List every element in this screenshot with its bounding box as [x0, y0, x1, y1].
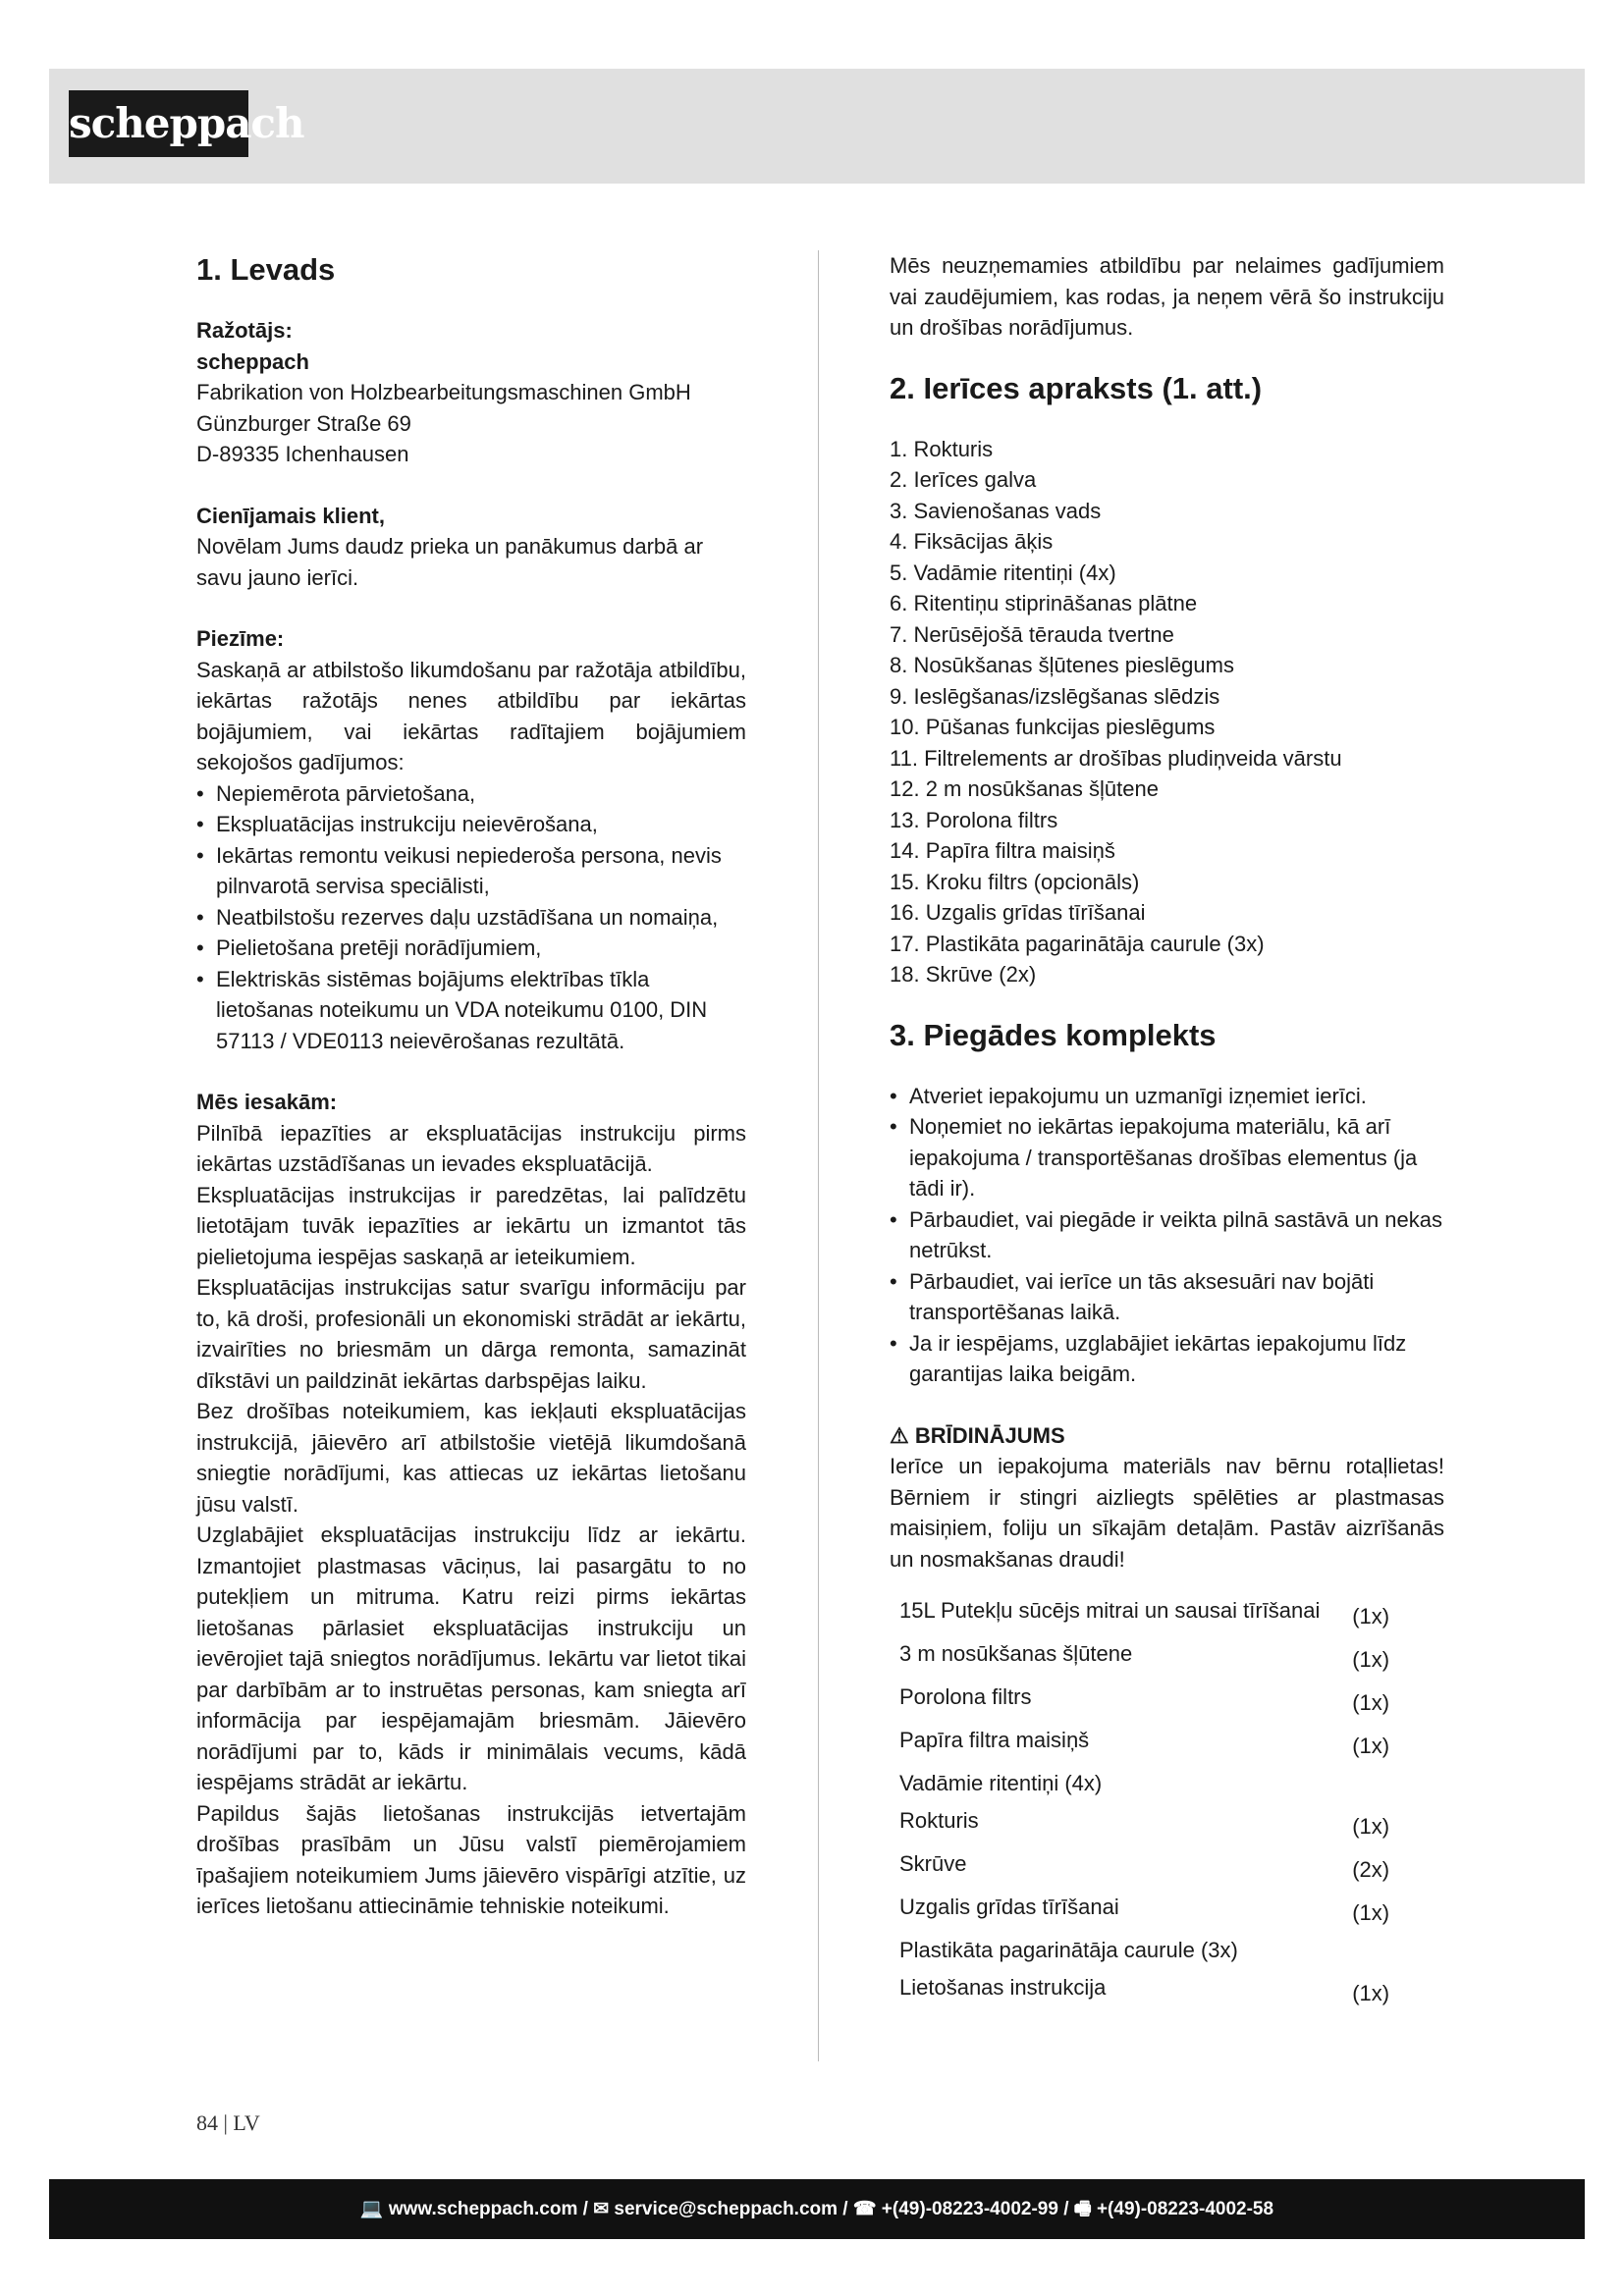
package-item: Papīra filtra maisiņš — [899, 1728, 1090, 1752]
delivery-list — [890, 1081, 1444, 1390]
table-row — [890, 1722, 1444, 1765]
package-qty: (1x) — [1352, 1814, 1390, 1839]
package-item: Plastikāta pagarinātāja caurule (3x) — [899, 1938, 1238, 1962]
left-column — [196, 250, 746, 1922]
part-item: 8. Nosūkšanas šļūtenes pieslēgums — [890, 653, 1234, 677]
manufacturer-line: Fabrikation von Holzbearbeitungsmaschinen GmbH — [196, 380, 691, 404]
note-item: • Pielietošana pretēji norādījumiem, — [196, 933, 746, 964]
part-item: 7. Nerūsējošā tērauda tvertne — [890, 621, 1174, 647]
delivery-item: • Ja ir iespējams, uzglabājiet iekārtas iepakojumu līdz garantijas laika beigām. — [890, 1328, 1444, 1390]
package-qty: (2x) — [1352, 1857, 1390, 1882]
section-3-title: 3. Piegādes komplekts — [890, 1017, 1217, 1052]
package-qty — [1342, 1932, 1444, 1969]
section-2-title: 2. Ierīces apraksts (1. att.) — [890, 370, 1263, 405]
package-qty: (1x) — [1352, 1981, 1390, 2005]
table-row — [890, 1592, 1444, 1635]
package-item: Vadāmie ritentiņi (4x) — [899, 1771, 1103, 1795]
recommend-paragraph: Bez drošības noteikumiem, kas iekļauti ekspluatācijas instrukcijā, jāievēro arī atbilstošie vietējā likumdošanā sniegtie norādījumi, kas attiecas uz iekārtas lietošanu jūsu valstī. — [196, 1399, 746, 1517]
recommend-paragraph: Pilnībā iepazīties ar ekspluatācijas instrukciju pirms iekārtas uzstādīšanas un ievades ekspluatācijā. — [196, 1120, 746, 1176]
part-item: 3. Savienošanas vads — [890, 498, 1102, 523]
column-divider — [818, 250, 819, 2061]
table-row — [890, 1969, 1444, 2012]
note-item: • Elektriskās sistēmas bojājums elektrības tīkla lietošanas noteikumu un VDA noteikumu 0100, DIN 57113 / VDE0113 neievērošanas rezultātā. — [196, 964, 746, 1057]
table-row — [890, 1845, 1444, 1889]
scheppach-logo: scheppach — [69, 90, 248, 157]
part-item: 2. Ierīces galva — [890, 467, 1037, 492]
table-row — [890, 1802, 1444, 1845]
package-qty: (1x) — [1352, 1734, 1390, 1758]
package-item: 3 m nosūkšanas šļūtene — [899, 1641, 1133, 1666]
table-row — [890, 1889, 1444, 1932]
section-1-title: 1. Levads — [196, 252, 336, 287]
package-item: Uzgalis grīdas tīrīšanai — [899, 1895, 1119, 1919]
part-item: 11. Filtrelements ar drošības pludiņveida vārstu — [890, 745, 1342, 771]
part-item: 12. 2 m nosūkšanas šļūtene — [890, 776, 1159, 801]
recommend-label: Mēs iesakām: — [196, 1090, 338, 1114]
table-row — [890, 1765, 1444, 1802]
delivery-item: • Noņemiet no iekārtas iepakojuma materiālu, kā arī iepakojuma / transportēšanas drošības elementus (ja tādi ir). — [890, 1111, 1444, 1204]
delivery-item: • Atveriet iepakojumu un uzmanīgi izņemiet ierīci. — [890, 1081, 1444, 1112]
delivery-item: • Pārbaudiet, vai ierīce un tās aksesuāri nav bojāti transportēšanas laikā. — [890, 1266, 1444, 1328]
note-item: • Neatbilstošu rezerves daļu uzstādīšana un nomaiņa, — [196, 902, 746, 934]
note-list — [196, 778, 746, 1057]
recommend-paragraph: Ekspluatācijas instrukcijas ir paredzētas, lai palīdzētu lietotājam tuvāk iepazīties ar iekārtu un izmantot tās pielietojuma iespējas saskaņā ar ieteikumiem. — [196, 1182, 746, 1269]
package-qty: (1x) — [1352, 1647, 1390, 1672]
table-row — [890, 1635, 1444, 1679]
dear-customer-text: Novēlam Jums daudz prieka un panākumus darbā ar savu jauno ierīci. — [196, 534, 704, 590]
package-item: Rokturis — [899, 1808, 979, 1833]
note-item: • Iekārtas remontu veikusi nepiederoša persona, nevis pilnvarotā servisa speciālisti, — [196, 840, 746, 902]
warning-text: Ierīce un iepakojuma materiāls nav bērnu rotaļlietas! Bērniem ir stingri aizliegts spēlēties ar plastmasas maisiņiem, foliju un sīkajām detaļām. Pastāv aizrīšanās un nosmakšanas draudi! — [890, 1454, 1444, 1572]
recommend-paragraph: Papildus šajās lietošanas instrukcijās ietvertajām drošības prasībām un Jūsu valstī piemērojamiem īpašajiem noteikumiem Jums jāievēro vispārīgi atzītie, uz ierīces lietošanu attiecināmie tehniskie noteikumi. — [196, 1800, 746, 1918]
package-qty: (1x) — [1352, 1900, 1390, 1925]
package-table — [890, 1592, 1444, 2012]
part-item: 18. Skrūve (2x) — [890, 962, 1037, 987]
package-qty — [1342, 1765, 1444, 1802]
part-item: 5. Vadāmie ritentiņi (4x) — [890, 560, 1116, 585]
note-item: • Nepiemērota pārvietošana, — [196, 778, 746, 810]
package-item: 15L Putekļu sūcējs mitrai un sausai tīrīšanai — [899, 1598, 1321, 1623]
contact-footer: 💻 www.scheppach.com / ✉ service@scheppach.com / ☎ +(49)-08223-4002-99 / 🖷 +(49)-08223-4002-58 — [49, 2179, 1585, 2239]
delivery-item: • Pārbaudiet, vai piegāde ir veikta pilnā sastāvā un nekas netrūkst. — [890, 1204, 1444, 1266]
page-header — [49, 69, 1585, 184]
package-qty: (1x) — [1352, 1690, 1390, 1715]
part-item: 13. Porolona filtrs — [890, 807, 1058, 832]
part-item: 10. Pūšanas funkcijas pieslēgums — [890, 715, 1216, 739]
package-item: Skrūve — [899, 1851, 967, 1876]
recommend-paragraph: Ekspluatācijas instrukcijas satur svarīgu informāciju par to, kā droši, profesionāli un ekonomiski strādāt ar iekārtu, izvairīties no briesmām un dārga remonta, samazināt dīkstāvi un paildzināt iekārtas darbspējas laiku. — [196, 1275, 746, 1393]
manufacturer-name: scheppach — [196, 348, 309, 374]
note-text: Saskaņā ar atbilstošo likumdošanu par ražotāja atbildību, iekārtas ražotājs nenes atbildību par iekārtas bojājumiem, vai iekārtas radītajiem bojājumiem sekojošos gadījumos: — [196, 657, 746, 774]
part-item: 16. Uzgalis grīdas tīrīšanai — [890, 900, 1146, 925]
part-item: 6. Ritentiņu stiprināšanas plātne — [890, 591, 1198, 615]
note-label: Piezīme: — [196, 626, 285, 651]
right-column — [890, 250, 1444, 2012]
part-item: 15. Kroku filtrs (opcionāls) — [890, 869, 1140, 894]
liability-text: Mēs neuzņemamies atbildību par nelaimes gadījumiem vai zaudējumiem, kas rodas, ja neņem vērā šo instrukciju un drošības norādījumus. — [890, 253, 1444, 340]
part-item: 17. Plastikāta pagarinātāja caurule (3x) — [890, 931, 1265, 956]
recommend-paragraph: Uzglabājiet ekspluatācijas instrukciju līdz ar iekārtu. Izmantojiet plastmasas vāciņus, lai pasargātu to no putekļiem un mitruma. Katru reizi pirms iekārtas lietošanas pārlasiet ekspluatācijas instrukciju un ievērojiet tajā sniegtos norādījumus. Iekārtu var lietot tikai par darbībām ar to instruētas personas, kam sniegta arī informācija par iespējamajām briesmām. Jāievēro norādījumi par to, kāds ir minimālais vecums, kādā iespējams strādāt ar iekārtu. — [196, 1522, 746, 1794]
warning-label: ⚠ BRĪDINĀJUMS — [890, 1422, 1065, 1448]
part-item: 9. Ieslēgšanas/izslēgšanas slēdzis — [890, 683, 1220, 709]
manufacturer-label: Ražotājs: — [196, 318, 293, 343]
manufacturer-line: D-89335 Ichenhausen — [196, 442, 409, 466]
manufacturer-line: Günzburger Straße 69 — [196, 410, 411, 436]
package-item: Porolona filtrs — [899, 1684, 1032, 1709]
package-item: Lietošanas instrukcija — [899, 1975, 1107, 2000]
dear-customer-label: Cienījamais klient, — [196, 503, 385, 528]
part-item: 1. Rokturis — [890, 436, 994, 461]
note-item: • Ekspluatācijas instrukciju neievērošana, — [196, 809, 746, 840]
table-row — [890, 1679, 1444, 1722]
parts-list — [890, 434, 1444, 990]
table-row — [890, 1932, 1444, 1969]
part-item: 4. Fiksācijas āķis — [890, 529, 1054, 554]
package-qty: (1x) — [1352, 1604, 1390, 1629]
page-number: 84 | LV — [196, 2110, 260, 2135]
part-item: 14. Papīra filtra maisiņš — [890, 838, 1115, 863]
